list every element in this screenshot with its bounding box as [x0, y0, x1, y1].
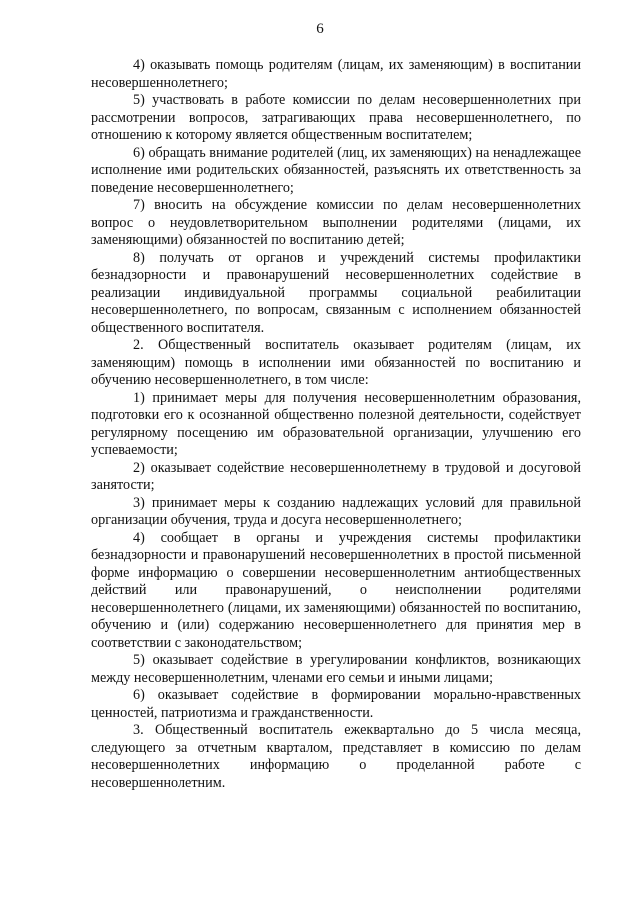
- paragraph-help-6: 6) оказывает содействие в формировании морально-нравственных ценностей, патриотизма и гражданственности.: [91, 687, 581, 721]
- paragraph-help-3: 3) принимает меры к созданию надлежащих условий для правильной организации обучения, труда и досуга несовершеннолетнего;: [91, 494, 581, 528]
- paragraph-help-4: 4) сообщает в органы и учреждения системы профилактики безнадзорности и правонарушений несовершеннолетних в простой письменной форме информацию о совершении несовершеннолетним антиобщественных действий или правонарушений, о неисполнении родителями несовершеннолетнего (лицами, их заменяющими) обязанностей по воспитанию, обучению и (или) содержанию несовершеннолетнего для принятия мер в соответствии с законодательством;: [91, 529, 581, 651]
- paragraph-duty-5: 5) участвовать в работе комиссии по делам несовершеннолетних при рассмотрении вопросов, затрагивающих права несовершеннолетнего, по отношению к которому является общественным воспитателем;: [91, 92, 581, 143]
- paragraph-duty-6: 6) обращать внимание родителей (лиц, их заменяющих) на ненадлежащее исполнение ими родительских обязанностей, разъяснять их ответственность за поведение несовершеннолетнего;: [91, 144, 581, 196]
- paragraph-section-2: 2. Общественный воспитатель оказывает родителям (лицам, их заменяющим) помощь в исполнении ими обязанностей по воспитанию и обучению несовершеннолетнего, в том числе:: [91, 337, 581, 388]
- document-body: [91, 57, 581, 792]
- paragraph-section-3: 3. Общественный воспитатель ежеквартально до 5 числа месяца, следующего за отчетным кварталом, представляет в комиссию по делам несовершеннолетних информацию о проделанной работе с несовершеннолетним.: [91, 722, 581, 791]
- paragraph-duty-8: 8) получать от органов и учреждений системы профилактики безнадзорности и правонарушений несовершеннолетних содействие в реализации индивидуальной программы социальной реабилитации несовершеннолетнего, по вопросам, связанным с исполнением обязанностей общественного воспитателя.: [91, 249, 581, 336]
- paragraph-duty-7: 7) вносить на обсуждение комиссии по делам несовершеннолетних вопрос о неудовлетворительном выполнении родителями (лицами, их заменяющими) обязанностей по воспитанию детей;: [91, 197, 581, 248]
- page-number: 6: [316, 21, 324, 37]
- paragraph-help-2: 2) оказывает содействие несовершеннолетнему в трудовой и досуговой занятости;: [91, 459, 581, 493]
- paragraph-help-1: 1) принимает меры для получения несовершеннолетним образования, подготовки его к осознанной общественно полезной деятельности, содействует регулярному посещению им образовательной организации, улучшению его успеваемости;: [91, 389, 581, 458]
- paragraph-help-5: 5) оказывает содействие в урегулировании конфликтов, возникающих между несовершеннолетним, членами его семьи и иными лицами;: [91, 652, 581, 686]
- paragraph-duty-4: 4) оказывать помощь родителям (лицам, их заменяющим) в воспитании несовершеннолетнего;: [91, 57, 581, 91]
